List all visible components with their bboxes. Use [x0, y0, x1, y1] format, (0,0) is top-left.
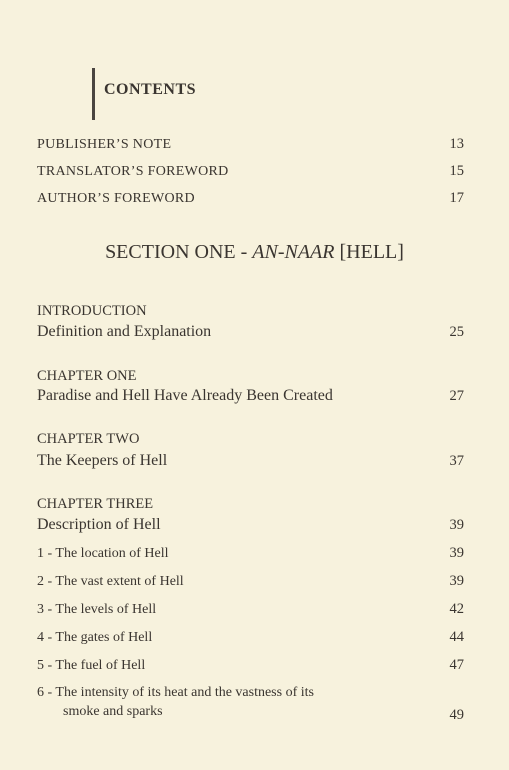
entry-title: TRANSLATOR’S FOREWORD [37, 164, 229, 179]
subentry-title: 4 - The gates of Hell [37, 630, 153, 645]
entry-title: Definition and Explanation [37, 323, 212, 340]
subentry-page: 47 [449, 657, 464, 673]
entry-title: AUTHOR’S FOREWORD [37, 191, 195, 206]
subentry-title: 1 - The location of Hell [37, 546, 169, 561]
section-prefix: SECTION ONE - [105, 241, 253, 263]
introduction-heading: INTRODUCTION [37, 303, 147, 319]
entry-title: Description of Hell [37, 516, 161, 533]
entry-title: The Keepers of Hell [37, 452, 168, 469]
toc-subentry [37, 573, 464, 590]
subentry-page: 44 [449, 629, 464, 645]
subentry-title-line1: 6 - The intensity of its heat and the vastness of its [37, 685, 314, 700]
entry-page: 37 [449, 453, 464, 469]
subentry-title: 3 - The levels of Hell [37, 602, 157, 617]
entry-page: 25 [449, 324, 464, 340]
toc-entry-chapter-two [37, 452, 464, 470]
section-heading [0, 241, 509, 264]
entry-page: 15 [449, 163, 464, 179]
contents-title: CONTENTS [104, 81, 197, 98]
chapter-two-heading: CHAPTER TWO [37, 431, 140, 447]
toc-entry-introduction [37, 323, 464, 341]
toc-subentry-multiline [37, 685, 464, 723]
toc-subentry [37, 629, 464, 646]
toc-entry-translators-foreword [37, 163, 464, 180]
subentry-title-line2: smoke and sparks [63, 704, 163, 719]
subentry-page: 39 [449, 545, 464, 561]
toc-subentry [37, 601, 464, 618]
entry-page: 39 [449, 517, 464, 533]
heading-accent-bar [92, 68, 95, 120]
toc-subentry [37, 545, 464, 562]
subentry-page: 42 [449, 601, 464, 617]
chapter-one-heading: CHAPTER ONE [37, 368, 137, 384]
section-suffix: [HELL] [334, 241, 404, 263]
entry-title: PUBLISHER’S NOTE [37, 137, 172, 152]
toc-entry-authors-foreword [37, 190, 464, 207]
entry-title: Paradise and Hell Have Already Been Created [37, 387, 333, 404]
subentry-page: 49 [449, 707, 464, 723]
chapter-three-heading: CHAPTER THREE [37, 496, 154, 512]
toc-entry-chapter-one [37, 387, 464, 405]
subentry-title: 2 - The vast extent of Hell [37, 574, 184, 589]
subentry-title: 5 - The fuel of Hell [37, 658, 146, 673]
entry-page: 13 [449, 136, 464, 152]
entry-page: 17 [449, 190, 464, 206]
toc-entry-publishers-note [37, 136, 464, 153]
toc-subentry [37, 657, 464, 674]
section-italic-title: AN-NAAR [252, 241, 335, 263]
subentry-page: 39 [449, 573, 464, 589]
toc-entry-chapter-three [37, 516, 464, 534]
entry-page: 27 [449, 388, 464, 404]
